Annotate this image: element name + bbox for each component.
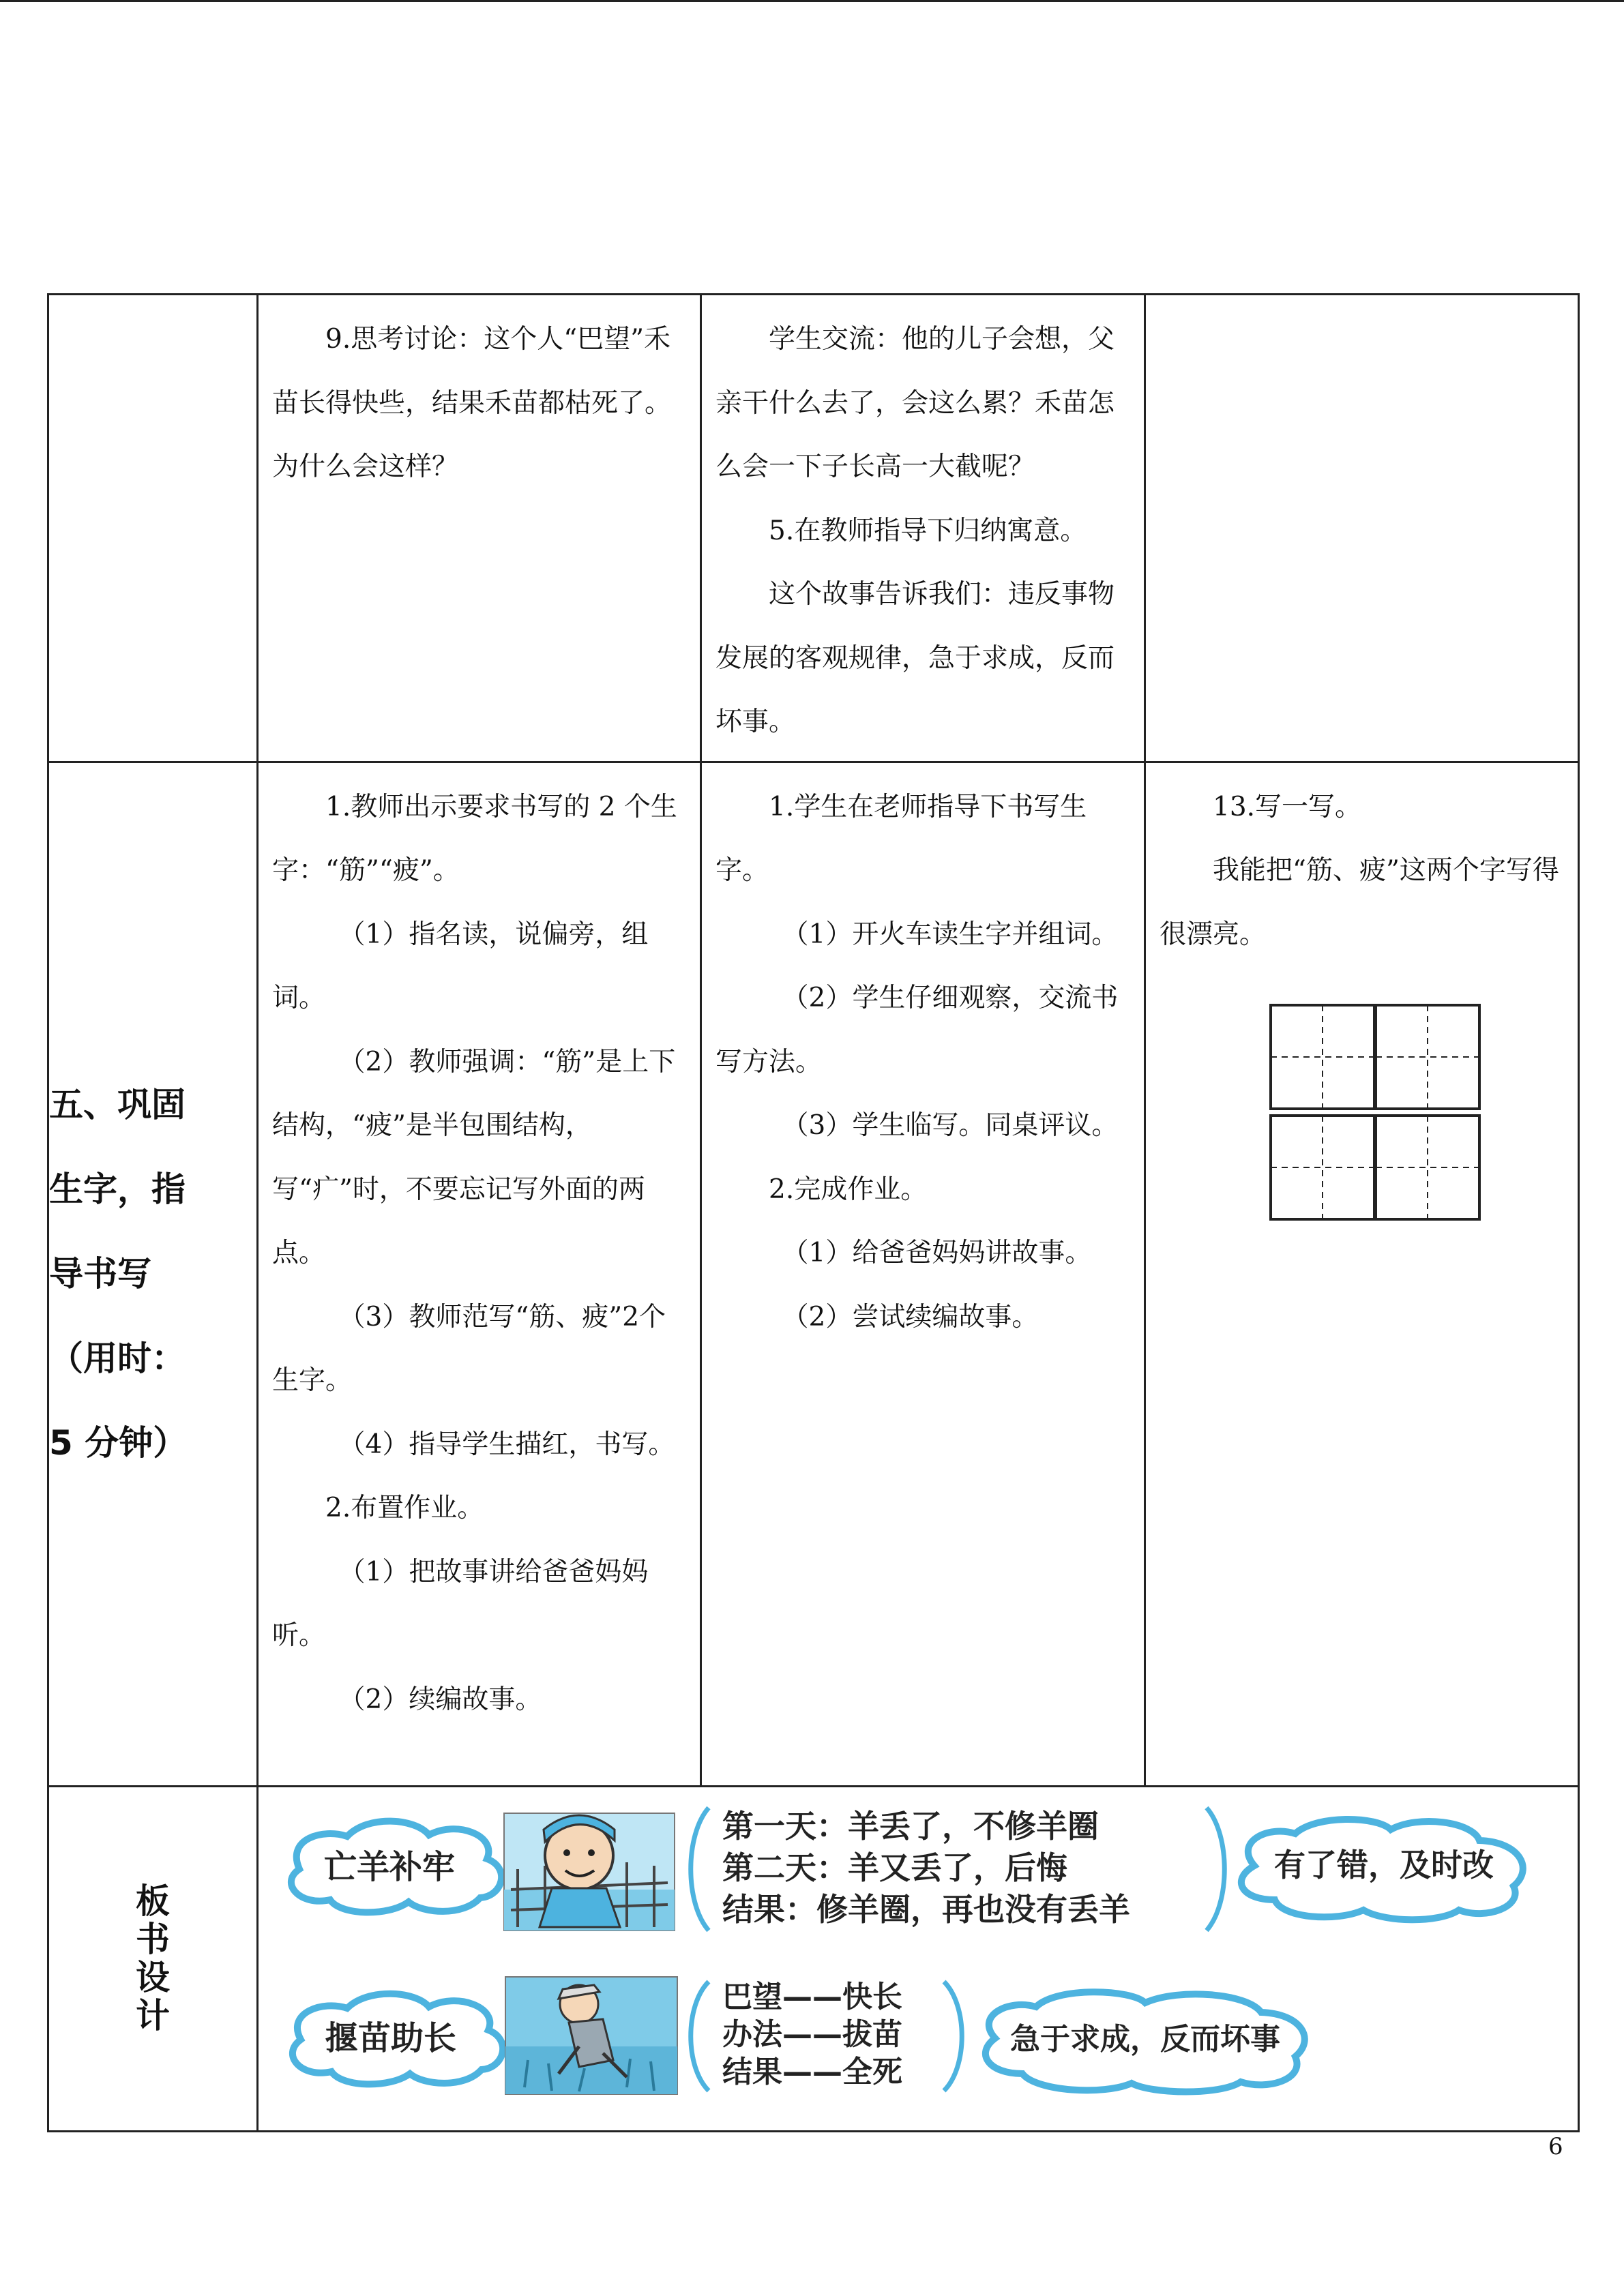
teacher-activity-cell bbox=[258, 295, 701, 762]
story2-line: 结果——全死 bbox=[722, 2054, 902, 2089]
board-design-diagram bbox=[259, 1787, 1580, 2128]
story1-lines bbox=[722, 1808, 1130, 1928]
student-text: 这个故事告诉我们：违反事物发展的客观规律，急于求成，反而坏事。 bbox=[715, 579, 1115, 737]
sheep-pen-illustration-icon bbox=[504, 1813, 675, 1930]
story1-title-cloud bbox=[291, 1821, 501, 1912]
exercise-cell bbox=[1145, 762, 1579, 1786]
stage-title-line: 生字，指 bbox=[49, 1169, 186, 1209]
story2-lesson-cloud bbox=[986, 1992, 1305, 2091]
board-design-cell bbox=[258, 1786, 1579, 2131]
story1-line: 第一天：羊丢了，不修羊圈 bbox=[722, 1807, 1099, 1845]
page-number: 6 bbox=[1548, 2133, 1563, 2160]
student-text: （2）学生仔细观察，交流书写方法。 bbox=[715, 983, 1119, 1077]
tianzige-grid-icon bbox=[1269, 1004, 1482, 1222]
student-text: （3）学生临写。同桌评议。 bbox=[782, 1110, 1119, 1141]
board-label-char: 计 bbox=[136, 1996, 170, 2036]
student-activity-cell bbox=[701, 295, 1145, 762]
table-row-writing bbox=[48, 762, 1579, 1786]
student-text: 2.完成作业。 bbox=[769, 1174, 928, 1205]
exercise-cell-empty bbox=[1145, 295, 1579, 762]
stage-title-cell bbox=[48, 762, 258, 1786]
teacher-text: （1）指名读，说偏旁，组词。 bbox=[272, 919, 649, 1013]
teacher-activity-cell bbox=[258, 762, 701, 1786]
story2-title-cloud bbox=[293, 1993, 503, 2084]
story2-line: 办法——拔苗 bbox=[722, 2016, 902, 2052]
page-top-rule bbox=[0, 0, 1624, 2]
teacher-text: （1）把故事讲给爸爸妈妈听。 bbox=[272, 1556, 649, 1651]
board-label-char: 设 bbox=[136, 1958, 170, 1997]
stage-title-line: 导书写 bbox=[49, 1254, 151, 1294]
teacher-text: 1.教师出示要求书写的 2 个生字：“筋”“疲”。 bbox=[272, 791, 677, 886]
story1-title: 亡羊补牢 bbox=[323, 1847, 456, 1886]
story1-line: 结果：修羊圈，再也没有丢羊 bbox=[722, 1890, 1130, 1928]
teacher-text: 2.布置作业。 bbox=[325, 1493, 484, 1523]
stage-cell-empty bbox=[48, 295, 258, 762]
student-text: 1.学生在老师指导下书写生字。 bbox=[715, 791, 1087, 886]
board-label-char: 板 bbox=[136, 1881, 170, 1921]
board-label-char: 书 bbox=[136, 1920, 170, 1959]
story2-lesson: 急于求成，反而坏事 bbox=[1010, 2021, 1280, 2057]
exercise-text: 13.写一写。 bbox=[1213, 791, 1362, 822]
teacher-text: （3）教师范写“筋、疲”2个生字。 bbox=[272, 1301, 666, 1396]
story2-lines bbox=[722, 1980, 902, 2089]
writing-grid bbox=[1269, 1004, 1578, 1225]
stage-title-line: 5 分钟） bbox=[49, 1423, 188, 1463]
student-text: （1）开火车读生字并组词。 bbox=[782, 919, 1119, 950]
pulling-seedlings-illustration-icon bbox=[505, 1977, 677, 2094]
stage-title-line: （用时： bbox=[49, 1339, 186, 1378]
student-text: 5.在教师指导下归纳寓意。 bbox=[769, 515, 1087, 546]
teacher-text: （2）续编故事。 bbox=[338, 1684, 542, 1715]
story2-title: 揠苗助长 bbox=[325, 2018, 457, 2057]
story2-line: 巴望——快长 bbox=[722, 1979, 902, 2014]
teacher-text: 9.思考讨论：这个人“巴望”禾苗长得快些，结果禾苗都枯死了。为什么会这样？ bbox=[272, 324, 672, 482]
student-text: （1）给爸爸妈妈讲故事。 bbox=[782, 1238, 1092, 1268]
student-text: 学生交流：他的儿子会想，父亲干什么去了，会这么累？禾苗怎么会一下子长高一大截呢？ bbox=[715, 324, 1115, 482]
lesson-plan-table bbox=[47, 293, 1580, 2132]
student-activity-cell bbox=[701, 762, 1145, 1786]
exercise-text: 我能把“筋、疲”这两个字写得很漂亮。 bbox=[1160, 855, 1559, 950]
student-text: （2）尝试续编故事。 bbox=[782, 1301, 1039, 1332]
table-row-board-design bbox=[48, 1786, 1579, 2131]
story1-lesson: 有了错，及时改 bbox=[1274, 1846, 1494, 1883]
board-label-cell bbox=[48, 1786, 258, 2131]
table-row-discussion bbox=[48, 295, 1579, 762]
story1-line: 第二天：羊又丢了，后悔 bbox=[722, 1849, 1067, 1886]
story1-lesson-cloud bbox=[1241, 1819, 1523, 1919]
stage-title-line: 五、巩固 bbox=[49, 1085, 186, 1124]
teacher-text: （4）指导学生描红，书写。 bbox=[338, 1429, 675, 1460]
teacher-text: （2）教师强调：“筋”是上下结构，“疲”是半包围结构，写“疒”时，不要忘记写外面的两点。 bbox=[272, 1046, 676, 1268]
